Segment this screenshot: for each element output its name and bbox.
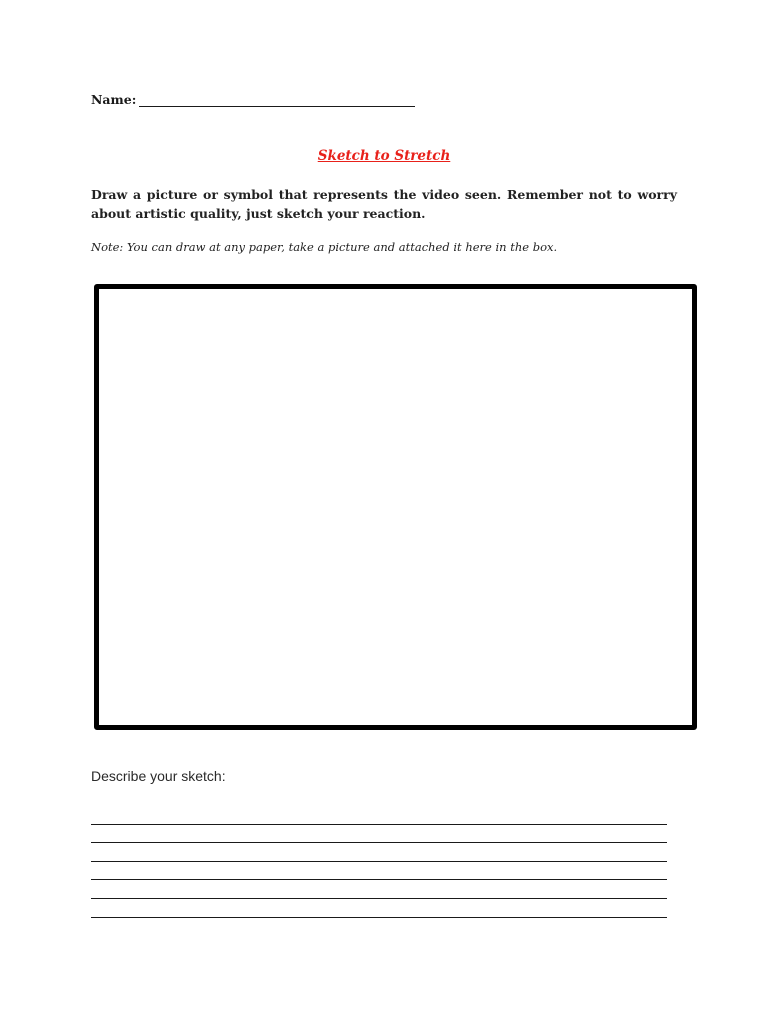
name-label: Name: bbox=[91, 92, 137, 107]
answer-line[interactable] bbox=[91, 843, 667, 862]
instructions-text: Draw a picture or symbol that represents the video seen. Remember not to worry about artistic quality, just sketch your reaction. bbox=[91, 187, 677, 221]
name-input-line[interactable] bbox=[139, 92, 415, 107]
answer-line[interactable] bbox=[91, 825, 667, 844]
describe-answer-lines[interactable] bbox=[91, 806, 667, 918]
page-title: Sketch to Stretch bbox=[317, 148, 451, 164]
describe-label: Describe your sketch: bbox=[91, 768, 226, 784]
name-field-row bbox=[91, 92, 415, 107]
answer-line[interactable] bbox=[91, 880, 667, 899]
answer-line[interactable] bbox=[91, 899, 667, 918]
answer-line[interactable] bbox=[91, 806, 667, 825]
note-text: Note: You can draw at any paper, take a picture and attached it here in the box. bbox=[91, 240, 558, 254]
sketch-box[interactable] bbox=[94, 284, 697, 730]
answer-line[interactable] bbox=[91, 862, 667, 881]
